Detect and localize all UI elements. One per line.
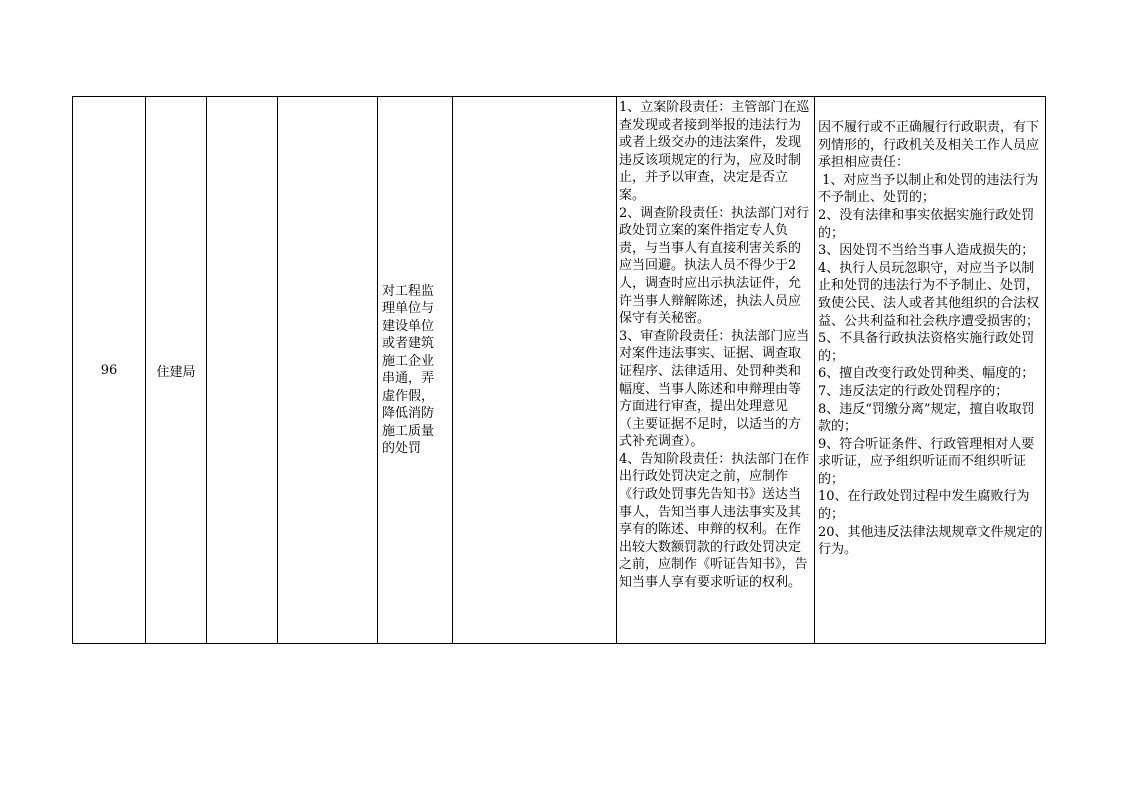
responsibility-table [72,96,1046,644]
item-name-cell [378,97,453,643]
responsibilities-cell [617,97,815,643]
empty-cell-4 [278,97,378,643]
row-number-cell [73,97,146,643]
responsibilities-text: 1、立案阶段责任：主管部门在巡查发现或者接到举报的违法行为或者上级交办的违法案件，发现违反该项规定的行为，应及时制止，并予以审查，决定是否立案。 2、调查阶段责任：执法部门对行政处罚立案的案件指定专人负责，与当事人有直接利害关系的应当回避。执法人员不得少于2人，调查时应出示执法证件，允许当事人辩解陈述，执法人员应保守有关秘密。 3、审查阶段责任：执法部门应当对案件违法事实、证据、调查取证程序、法律适用、处罚种类和幅度、当事人陈述和申辩理由等方面进行审查，提出处理意见（主要证据不足时，以适当的方式补充调查）。 4、告知阶段责任：执法部门在作出行政处罚决定之前，应制作《行政处罚事先告知书》送达当事人，告知当事人违法事实及其享有的陈述、申辩的权利。在作出较大数额罚款的行政处罚决定之前，应制作《听证告知书》，告知当事人享有要求听证的权利。 [619,100,810,591]
empty-cell-3 [207,97,278,643]
accountability-cell [815,97,1047,643]
empty-cell-6 [453,97,617,643]
item-name: 对工程监理单位与建设单位或者建筑施工企业串通，弄虚作假，降低消防施工质量的处罚 [382,283,435,456]
row-number: 96 [100,362,118,378]
department-name: 住建局 [156,364,196,380]
department-cell [146,97,207,643]
accountability-text: 因不履行或不正确履行行政职责，有下列情形的，行政机关及相关工作人员应承担相应责任： 1、对应当予以制止和处罚的违法行为不予制止、处罚的； 2、没有法律和事实依据实施行政处罚的； 3、因处罚不当给当事人造成损失的； 4、执行人员玩忽职守，对应当予以制止和处罚的违法行为不予制止、处罚，致使公民、法人或者其他组织的合法权益、公共利益和社会秩序遭受损害的； 5、不具备行政执法资格实施行政处罚的； 6、擅自改变行政处罚种类、幅度的； 7、违反法定的行政处罚程序的； 8、违反“罚缴分离”规定，擅自收取罚款的； 9、符合听证条件、行政管理相对人要求听证，应予组织听证而不组织听证的； 10、在行政处罚过程中发生腐败行为的； 20、其他违反法律法规规章文件规定的行为。 [818,120,1043,558]
